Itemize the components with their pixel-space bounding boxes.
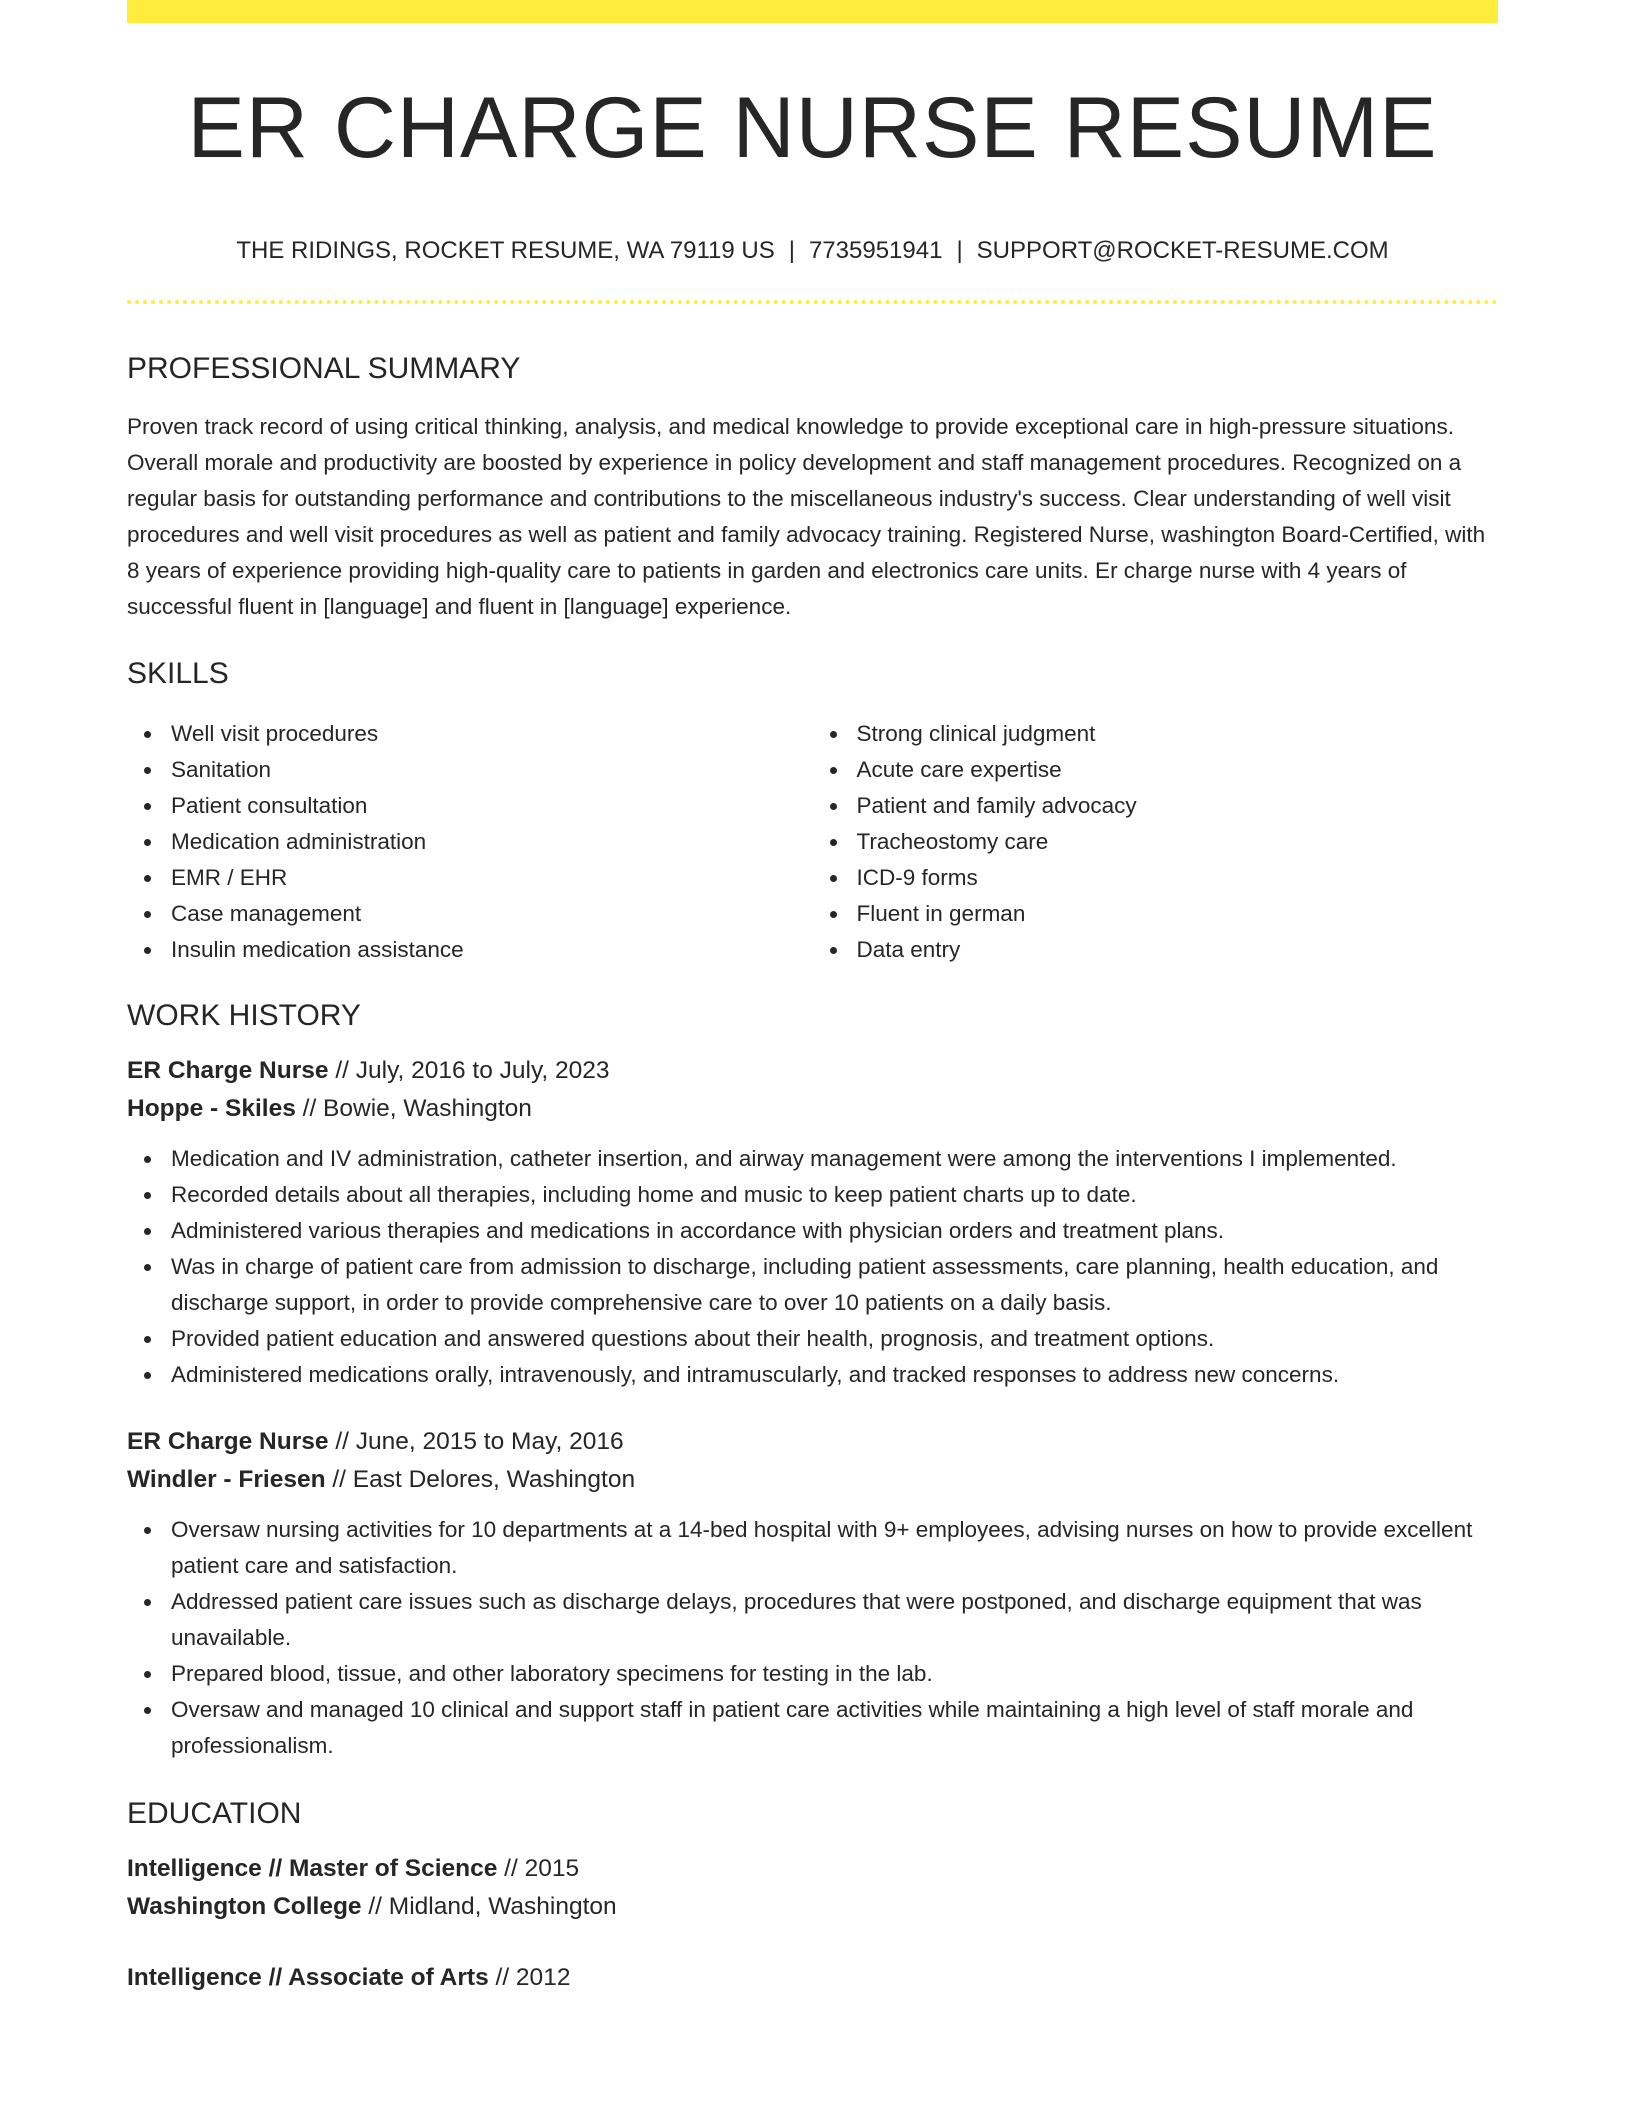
skill-item: Patient consultation xyxy=(127,788,813,824)
job-bullet: Was in charge of patient care from admission to discharge, including patient assessments, care planning, health education, and discharge support, in order to provide comprehensive care to over 10 patients on a daily basis. xyxy=(127,1249,1498,1321)
job-title: ER Charge Nurse xyxy=(127,1057,329,1084)
school: Washington College xyxy=(127,1893,362,1920)
job-dates: // July, 2016 to July, 2023 xyxy=(335,1057,610,1084)
skill-item: EMR / EHR xyxy=(127,860,813,896)
skills-column-left xyxy=(127,716,813,968)
skill-item: Medication administration xyxy=(127,824,813,860)
job-bullet: Medication and IV administration, catheter insertion, and airway management were among the interventions I implemented. xyxy=(127,1141,1498,1177)
top-accent-bar xyxy=(127,0,1498,23)
skill-item: Tracheostomy care xyxy=(813,824,1499,860)
job-entry xyxy=(127,1423,1498,1764)
contact-separator: | xyxy=(788,237,795,264)
contact-address: THE RIDINGS, ROCKET RESUME, WA 79119 US xyxy=(236,237,775,264)
skills-list xyxy=(127,716,1498,968)
skill-item: Well visit procedures xyxy=(127,716,813,752)
school-location: // Midland, Washington xyxy=(368,1893,617,1920)
job-employer: Windler - Friesen xyxy=(127,1466,326,1493)
degree-year: // 2015 xyxy=(504,1855,580,1882)
job-entry xyxy=(127,1052,1498,1393)
skill-item: Acute care expertise xyxy=(813,752,1499,788)
header-divider xyxy=(127,300,1498,304)
job-title-line xyxy=(127,1423,1498,1461)
contact-email: SUPPORT@ROCKET-RESUME.COM xyxy=(976,237,1389,264)
skill-item: Fluent in german xyxy=(813,896,1499,932)
skill-item: Sanitation xyxy=(127,752,813,788)
education-entry xyxy=(127,1959,1498,1997)
degree: Intelligence // Master of Science xyxy=(127,1855,498,1882)
job-location: // East Delores, Washington xyxy=(332,1466,636,1493)
job-employer: Hoppe - Skiles xyxy=(127,1095,296,1122)
job-bullets xyxy=(127,1512,1498,1764)
degree: Intelligence // Associate of Arts xyxy=(127,1964,489,1991)
skill-item: Data entry xyxy=(813,932,1499,968)
skill-item: ICD-9 forms xyxy=(813,860,1499,896)
job-bullet: Administered medications orally, intravenously, and intramuscularly, and tracked responses to address new concerns. xyxy=(127,1357,1498,1393)
skills-heading: SKILLS xyxy=(127,657,229,690)
summary-text: Proven track record of using critical thinking, analysis, and medical knowledge to provide exceptional care in high-pressure situations. Overall morale and productivity are boosted by experience in policy development and staff management procedures. Recognized on a regular basis for outstanding performance and contributions to the miscellaneous industry's success. Clear understanding of well visit procedures and well visit procedures as well as patient and family advocacy training. Registered Nurse, washington Board-Certified, with 8 years of experience providing high-quality care to patients in garden and electronics care units. Er charge nurse with 4 years of successful fluent in [language] and fluent in [language] experience. xyxy=(127,414,1486,619)
job-bullet: Oversaw nursing activities for 10 departments at a 14-bed hospital with 9+ employees, advising nurses on how to provide excellent patient care and satisfaction. xyxy=(127,1512,1498,1584)
job-location: // Bowie, Washington xyxy=(302,1095,532,1122)
job-bullet: Administered various therapies and medications in accordance with physician orders and treatment plans. xyxy=(127,1213,1498,1249)
resume-page xyxy=(127,0,1498,1997)
contact-separator: | xyxy=(956,237,963,264)
job-dates: // June, 2015 to May, 2016 xyxy=(335,1428,624,1455)
skills-column-right xyxy=(813,716,1499,968)
summary-heading: PROFESSIONAL SUMMARY xyxy=(127,352,521,385)
job-title: ER Charge Nurse xyxy=(127,1428,329,1455)
job-bullet: Addressed patient care issues such as discharge delays, procedures that were postponed, and discharge equipment that was unavailable. xyxy=(127,1584,1498,1656)
skill-item: Strong clinical judgment xyxy=(813,716,1499,752)
skill-item: Patient and family advocacy xyxy=(813,788,1499,824)
skill-item: Insulin medication assistance xyxy=(127,932,813,968)
job-bullet: Recorded details about all therapies, including home and music to keep patient charts up to date. xyxy=(127,1177,1498,1213)
job-employer-line xyxy=(127,1461,1498,1499)
contact-line xyxy=(127,239,1498,263)
job-employer-line xyxy=(127,1090,1498,1128)
degree-line xyxy=(127,1850,1498,1888)
skill-item: Case management xyxy=(127,896,813,932)
resume-title: ER CHARGE NURSE RESUME xyxy=(187,80,1438,176)
work-heading: WORK HISTORY xyxy=(127,999,361,1032)
education-heading: EDUCATION xyxy=(127,1797,302,1830)
education-entry xyxy=(127,1850,1498,1926)
job-bullet: Provided patient education and answered questions about their health, prognosis, and treatment options. xyxy=(127,1321,1498,1357)
school-line xyxy=(127,1888,1498,1926)
job-bullet: Prepared blood, tissue, and other laboratory specimens for testing in the lab. xyxy=(127,1656,1498,1692)
degree-year: // 2012 xyxy=(495,1964,571,1991)
degree-line xyxy=(127,1959,1498,1997)
contact-phone: 7735951941 xyxy=(808,237,943,264)
job-bullet: Oversaw and managed 10 clinical and support staff in patient care activities while maintaining a high level of staff morale and professionalism. xyxy=(127,1692,1498,1764)
job-bullets xyxy=(127,1141,1498,1393)
job-title-line xyxy=(127,1052,1498,1090)
